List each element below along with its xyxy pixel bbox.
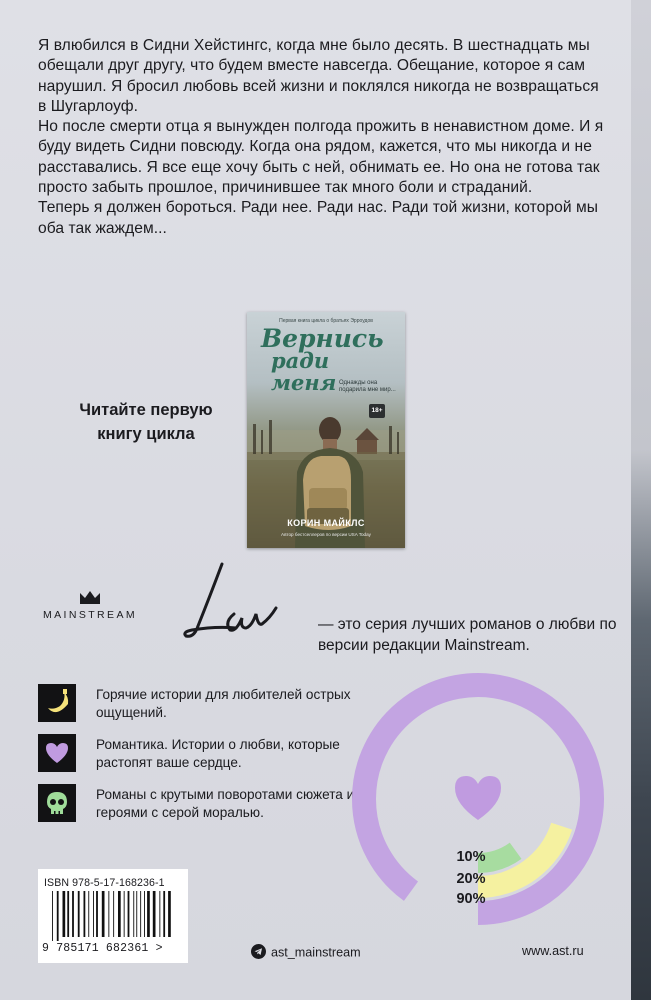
read-first-book-caption	[56, 398, 236, 446]
feature-text: Романтика. Истории о любви, которые растопят ваше сердце.	[96, 737, 340, 771]
mainstream-logo	[38, 590, 142, 621]
barcode-bar	[102, 891, 105, 937]
rating-label-yellow: 20%	[456, 871, 486, 887]
book-tagline: Однажды она подарила мне мир...	[339, 380, 396, 393]
barcode-bar	[88, 891, 89, 937]
skull-icon	[38, 784, 76, 822]
barcode-bar	[108, 891, 109, 937]
barcode-bar	[153, 891, 156, 937]
ring-heart-icon	[455, 776, 501, 820]
barcode-bar	[163, 891, 165, 937]
feature-text: Горячие истории для любителей острых ощущений.	[96, 687, 351, 721]
barcode-bar	[168, 891, 171, 937]
barcode-bar	[140, 891, 141, 937]
barcode-bar	[128, 891, 130, 937]
telegram-handle: ast_mainstream	[271, 945, 361, 960]
barcode-bar	[113, 891, 114, 937]
barcode-bar	[124, 891, 125, 937]
barcode-bar	[96, 891, 98, 937]
book-author-note: Автор бестселлеров по версии USA Today	[281, 532, 371, 537]
crown-icon	[79, 590, 101, 605]
barcode-bar	[84, 891, 86, 937]
age-rating-badge: 18+	[369, 404, 385, 418]
heart-icon	[38, 734, 76, 772]
barcode-bar	[159, 891, 160, 937]
first-book-cover	[247, 312, 405, 548]
blurb-text	[38, 36, 608, 239]
telegram-icon	[251, 944, 266, 962]
caption-line: Читайте первую	[79, 401, 213, 419]
caption-line: книгу цикла	[97, 425, 195, 443]
barcode-bar	[78, 891, 80, 937]
isbn-text: ISBN 978-5-17-168236-1	[44, 877, 165, 889]
barcode-bar	[118, 891, 121, 937]
barcode-digits: 9 785171 682361 >	[42, 942, 163, 955]
rating-label-purple: 90%	[456, 891, 486, 907]
rating-label-green: 10%	[456, 849, 486, 865]
website-link[interactable]: www.ast.ru	[522, 944, 584, 958]
blurb-paragraph: Но после смерти отца я вынужден полгода прожить в ненавистном доме. И я буду видеть Сидни повсюду. Когда она рядом, кажется, что мы никогда и не расставались. Я все еще хочу быть с ней, обнимать ее. Но она не готова так просто забыть прошлое, причинившее так много боли и страданий.	[38, 118, 604, 197]
telegram-link[interactable]	[251, 944, 361, 962]
barcode-bar	[52, 891, 53, 941]
barcode-bar	[93, 891, 94, 937]
blurb-paragraph: Я влюбился в Сидни Хейстингс, когда мне было десять. В шестнадцать мы обещали друг другу, что будем вместе навсегда. Обещание, которое я сам нарушил. Я бросил любовь всей жизни и поклялся никогда не возвращаться в Шугарлоуф.	[38, 37, 599, 115]
book-title-line: Вернись	[261, 324, 384, 353]
book-author: КОРИН МАЙКЛС	[287, 518, 365, 528]
book-series-line: Первая книга цикла о братьях Эрроудов	[279, 318, 373, 324]
cover-edge	[631, 0, 651, 1000]
barcode-bar	[136, 891, 137, 937]
barcode-bar	[147, 891, 150, 937]
book-title-line: ради меня	[271, 348, 337, 395]
barcode-bar	[144, 891, 145, 937]
lav-signature-logo	[176, 556, 308, 646]
barcode-bar	[67, 891, 69, 937]
mainstream-wordmark: MAINSTREAM	[42, 609, 137, 621]
banana-icon	[38, 684, 76, 722]
isbn-barcode	[38, 869, 188, 963]
series-description: — это серия лучших романов о любви по версии редакции Mainstream.	[318, 616, 617, 654]
barcode-bar	[63, 891, 66, 937]
feature-text: Романы с крутыми поворотами сюжета и героями с серой моралью.	[96, 787, 355, 821]
barcode-bar	[57, 891, 59, 941]
blurb-paragraph: Теперь я должен бороться. Ради нее. Ради нас. Ради той жизни, которой мы оба так жаждем...	[38, 199, 599, 237]
barcode-bars	[52, 891, 174, 941]
barcode-bar	[72, 891, 74, 937]
barcode-bar	[133, 891, 134, 937]
